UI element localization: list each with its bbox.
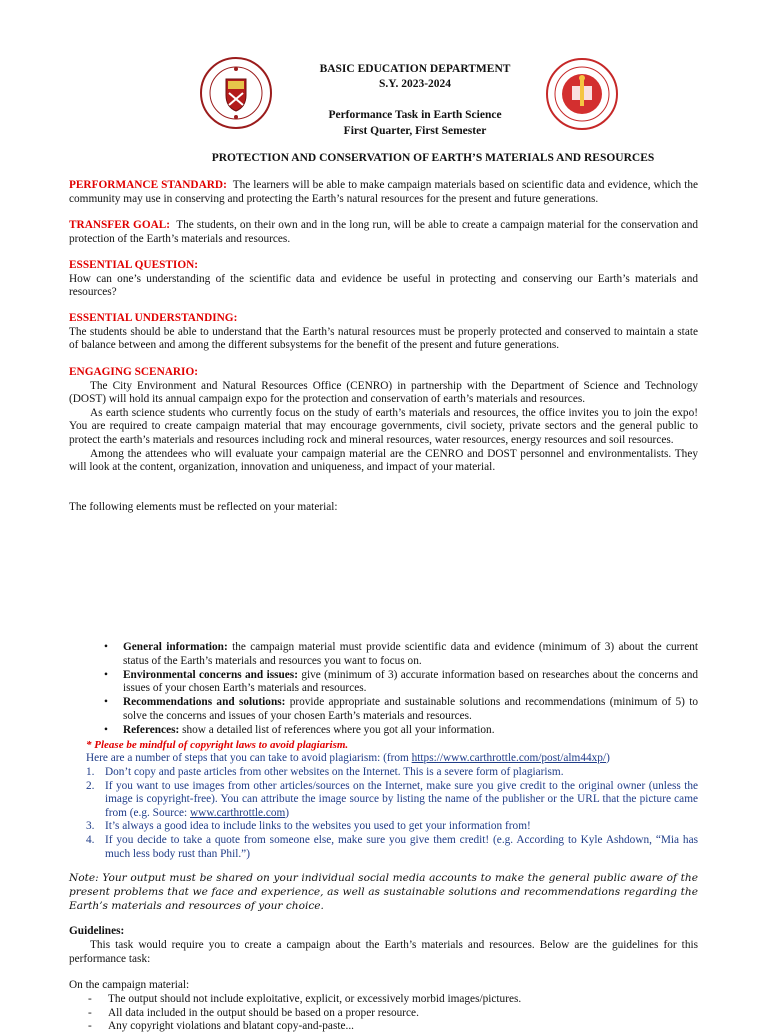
guidelines-list bbox=[88, 993, 698, 1034]
guidelines-label: Guidelines: bbox=[69, 925, 125, 937]
list-item: • General information: the campaign material must provide scientific data and evidence (minimum of 3) about the current status of the Earth’s materials and resources you want to focus on. bbox=[104, 641, 698, 667]
element-text: provide appropriate and sustainable solutions and recommendations (minimum of 5) to solve the concerns and issues of your chosen Earth’s materials and resources. bbox=[123, 696, 698, 722]
carthrottle-link[interactable]: https://www.carthrottle.com/post/alm44xp/ bbox=[411, 752, 607, 764]
element-title: Recommendations and solutions: bbox=[123, 696, 286, 709]
list-item bbox=[86, 834, 698, 861]
transfer-goal-text: The students, on their own and in the long run, will be able to create a campaign material for the conservation and protection of the Earth’s materials and resources. bbox=[69, 219, 698, 245]
list-item: • References: show a detailed list of references where you got all your information. bbox=[104, 724, 495, 737]
engaging-scenario-label: ENGAGING SCENARIO: bbox=[69, 366, 198, 378]
essential-question-text: How can one’s understanding of the scientific data and evidence be useful in protecting and conserving our Earth’s materials and resources? bbox=[69, 272, 698, 299]
campaign-material-label: On the campaign material: bbox=[69, 979, 190, 991]
scenario-paragraph-2: As earth science students who currently focus on the study of earth’s materials and resources, the office invites you to join the expo! You are required to create campaign material that may encourage governments, civil society, private sectors and the general public to protect the earth’s materials and resources including rock and mineral resources, water resources, energy resources and soil resources. bbox=[69, 406, 698, 446]
step-text: If you want to use images from other articles/sources on the Internet, make sure you give credit to the original owner (unless the image is copyright-free). You can attribute the image source by listing the name of the publisher or the URL that the picture came from (e.g. Source: bbox=[105, 779, 698, 819]
essential-understanding-text: The students should be able to understand that the Earth’s natural resources must be properly protected and conserved to maintain a state of balance between and among the different subsystems for the benefit of the present and future generations. bbox=[69, 325, 698, 352]
element-title: Environmental concerns and issues: bbox=[123, 668, 298, 681]
guideline-text: All data included in the output should be based on a proper resource. bbox=[108, 1006, 419, 1019]
steps-intro-text: Here are a number of steps that you can take to avoid plagiarism: (from bbox=[86, 752, 412, 764]
list-item: • Environmental concerns and issues: give (minimum of 3) accurate information based on researches about the concerns and issues of your chosen Earth’s materials and resources. bbox=[104, 668, 699, 695]
steps-intro-end: ) bbox=[606, 752, 610, 764]
step-number: 4. bbox=[86, 833, 95, 846]
essential-question bbox=[69, 259, 698, 300]
element-title: References: bbox=[123, 724, 180, 737]
essential-question-label: ESSENTIAL QUESTION: bbox=[69, 259, 199, 271]
list-item: • Recommendations and solutions: provide appropriate and sustainable solutions and recommendations (minimum of 5) to solve the concerns and issues of your chosen Earth’s materials and resources. bbox=[104, 696, 698, 722]
element-text: give (minimum of 3) accurate information based on researches about the concerns and issues of your chosen Earth’s materials and resources. bbox=[123, 668, 699, 695]
school-year: S.Y. 2023-2024 bbox=[378, 78, 452, 90]
elements-list bbox=[100, 641, 698, 738]
essential-understanding-label: ESSENTIAL UNDERSTANDING: bbox=[69, 312, 238, 324]
guideline-text: Any copyright violations and blatant copy-and-paste... bbox=[108, 1020, 354, 1033]
note-paragraph: Note: Your output must be shared on your individual social media accounts to make the general public aware of the present problems that we face and experience, as well as sustainable solutions and recommendations regarding the Earth’s materials and resources of your choice. bbox=[69, 872, 698, 912]
step-text: It’s always a good idea to include links to the websites you used to get your information from! bbox=[105, 820, 531, 833]
guideline-text: The output should not include exploitative, explicit, or excessively morbid images/pictures. bbox=[108, 993, 522, 1005]
quarter-label: First Quarter, First Semester bbox=[343, 125, 487, 137]
list-item bbox=[86, 766, 698, 780]
plagiarism-warning: * Please be mindful of copyright laws to avoid plagiarism. bbox=[86, 739, 349, 751]
element-text: the campaign material must provide scientific data and evidence (minimum of 3) about the current status of the Earth’s materials and resources you want to focus on. bbox=[123, 641, 698, 667]
element-title: General information: bbox=[123, 641, 228, 653]
performance-standard bbox=[69, 179, 698, 206]
step-text-end: ) bbox=[285, 806, 290, 819]
department-heading: BASIC EDUCATION DEPARTMENT bbox=[319, 63, 511, 75]
transfer-goal bbox=[69, 219, 698, 246]
step-number: 2. bbox=[86, 779, 95, 792]
performance-standard-label: PERFORMANCE STANDARD: bbox=[69, 179, 227, 191]
step-number: 1. bbox=[86, 766, 95, 778]
performance-standard-text: The learners will be able to make campaign materials based on scientific data and evidence, which the community may use in conserving and protecting the Earth’s natural resources for the present and future generations. bbox=[69, 179, 698, 205]
list-item bbox=[86, 820, 698, 834]
essential-understanding bbox=[69, 312, 698, 353]
list-item bbox=[86, 780, 698, 821]
engaging-scenario bbox=[69, 366, 698, 475]
guidelines-text: This task would require you to create a campaign about the Earth’s materials and resources. Below are the guidelines for this performance task: bbox=[69, 939, 698, 965]
step-text: If you decide to take a quote from someone else, make sure you give them credit! (e.g. According to Kyle Ashdown, “Mia has much less body rust than Phil.”) bbox=[105, 833, 698, 860]
step-text: Don’t copy and paste articles from other websites on the Internet. This is a severe form of plagiarism. bbox=[105, 766, 564, 778]
list-item: - The output should not include exploitative, explicit, or excessively morbid images/pictures. bbox=[88, 993, 522, 1005]
transfer-goal-label: TRANSFER GOAL: bbox=[69, 219, 171, 231]
scenario-paragraph-3: Among the attendees who will evaluate your campaign material are the CENRO and DOST personnel and environmentalists. They will look at the content, organization, innovation and uniqueness, and impact of your material. bbox=[69, 447, 698, 474]
elements-intro: The following elements must be reflected on your material: bbox=[69, 501, 338, 513]
element-text: show a detailed list of references where you got all your information. bbox=[179, 724, 495, 737]
scenario-paragraph-1: The City Environment and Natural Resources Office (CENRO) in partnership with the Department of Science and Technology (DOST) will hold its annual campaign expo for the protection and conservation of earth’s materials and resources. bbox=[69, 379, 698, 406]
list-item: - Any copyright violations and blatant copy-and-paste... bbox=[88, 1020, 354, 1033]
document-title: PROTECTION AND CONSERVATION OF EARTH’S MATERIALS AND RESOURCES bbox=[211, 152, 655, 164]
plagiarism-steps-list bbox=[86, 766, 698, 861]
source-link[interactable]: www.carthrottle.com bbox=[190, 806, 286, 819]
step-number: 3. bbox=[86, 820, 95, 833]
list-item: - All data included in the output should be based on a proper resource. bbox=[88, 1006, 419, 1019]
steps-intro bbox=[86, 752, 610, 766]
task-title: Performance Task in Earth Science bbox=[328, 109, 502, 121]
